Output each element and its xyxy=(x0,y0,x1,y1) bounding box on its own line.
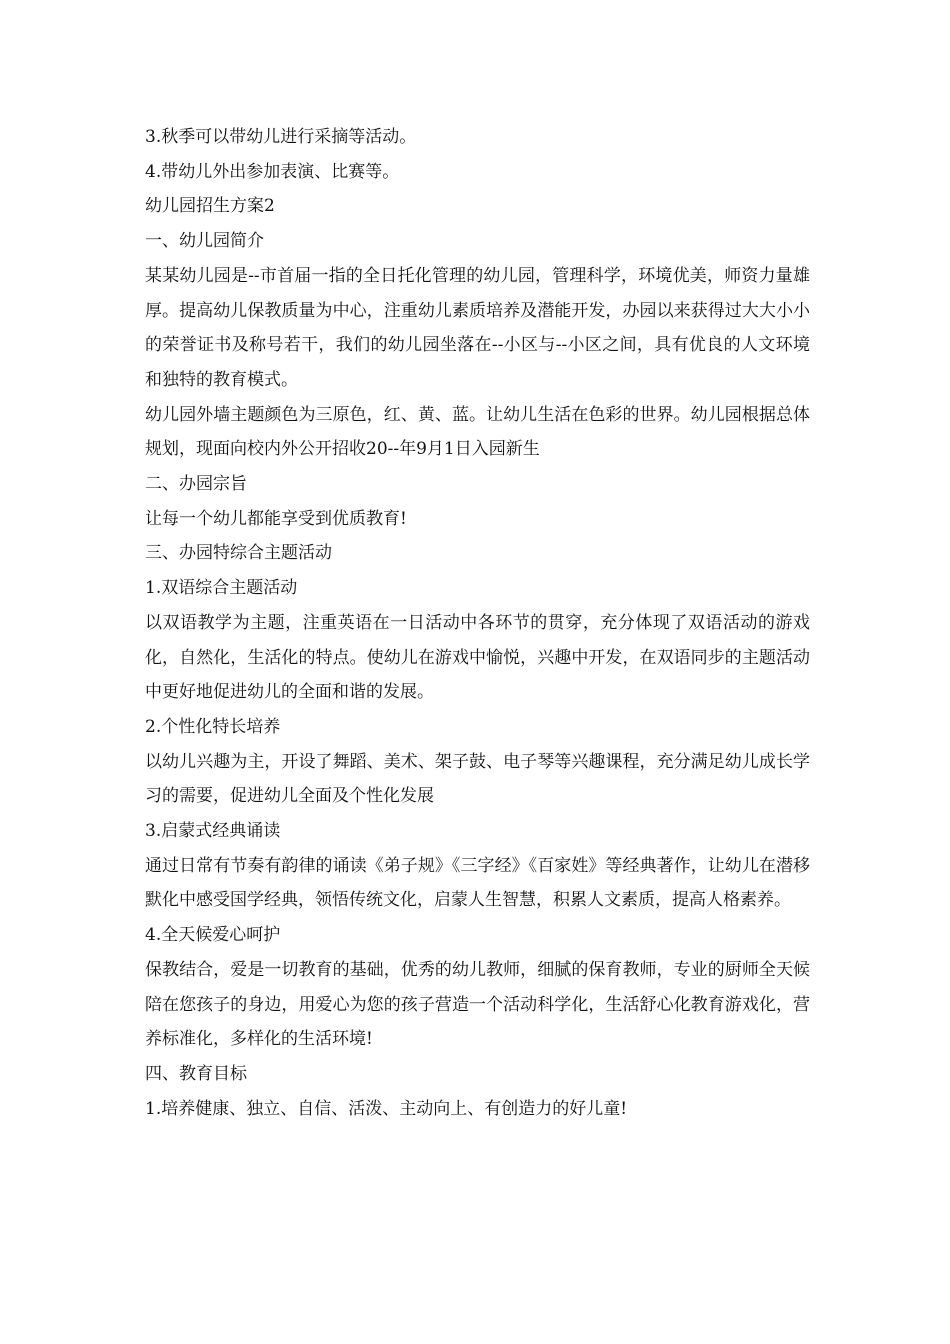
heading-school-purpose: 二、办园宗旨 xyxy=(145,474,247,495)
document-body xyxy=(145,120,810,1126)
paragraph-wall-colors: 幼儿园外墙主题颜色为三原色，红、黄、蓝。让幼儿生活在色彩的世界。幼儿园根据总体规划，现面向校内外公开招收20--年9月1日入园新生 xyxy=(145,404,810,460)
paragraph-autumn-activity: 3.秋季可以带幼儿进行采摘等活动。 xyxy=(145,127,417,147)
paragraph-classic-reading-body: 通过日常有节奏有韵律的诵读《弟子规》《三字经》《百家姓》等经典著作，让幼儿在潜移默化中感受国学经典，领悟传统文化，启蒙人生智慧，积累人文素质，提高人格素养。 xyxy=(145,855,810,911)
section-title-plan-2: 幼儿园招生方案2 xyxy=(145,196,275,217)
heading-theme-activities: 三、办园特综合主题活动 xyxy=(145,543,332,564)
paragraph-all-day-care-body: 保教结合，爱是一切教育的基础，优秀的幼儿教师，细腻的保育教师，专业的厨师全天候陪在您孩子的身边，用爱心为您的孩子营造一个活动科学化，生活舒心化教育游戏化，营养标准化，多样化的生活环境! xyxy=(145,959,810,1050)
paragraph-intro-body: 某某幼儿园是--市首届一指的全日托化管理的幼儿园，管理科学，环境优美，师资力量雄厚。提高幼儿保教质量为中心，注重幼儿素质培养及潜能开发，办园以来获得过大大小小的荣誉证书及称号若干，我们的幼儿园坐落在--小区与--小区之间，具有优良的人文环境和独特的教育模式。 xyxy=(145,265,810,390)
paragraph-goal-1: 1.培养健康、独立、自信、活泼、主动向上、有创造力的好儿童! xyxy=(145,1098,628,1119)
subheading-personalized: 2.个性化特长培养 xyxy=(145,716,281,737)
heading-education-goals: 四、教育目标 xyxy=(145,1063,247,1084)
subheading-all-day-care: 4.全天候爱心呵护 xyxy=(145,925,281,946)
paragraph-purpose-body: 让每一个幼儿都能享受到优质教育! xyxy=(145,508,407,529)
paragraph-performance: 4.带幼儿外出参加表演、比赛等。 xyxy=(145,161,400,182)
heading-kindergarten-intro: 一、幼儿园简介 xyxy=(145,231,264,252)
subheading-bilingual: 1.双语综合主题活动 xyxy=(145,578,298,599)
subheading-classic-reading: 3.启蒙式经典诵读 xyxy=(145,821,281,842)
paragraph-bilingual-body: 以双语教学为主题，注重英语在一日活动中各环节的贯穿，充分体现了双语活动的游戏化，自然化，生活化的特点。使幼儿在游戏中愉悦，兴趣中开发，在双语同步的主题活动中更好地促进幼儿的全面和谐的发展。 xyxy=(145,612,810,703)
paragraph-personalized-body: 以幼儿兴趣为主，开设了舞蹈、美术、架子鼓、电子琴等兴趣课程，充分满足幼儿成长学习的需要，促进幼儿全面及个性化发展 xyxy=(145,751,810,807)
